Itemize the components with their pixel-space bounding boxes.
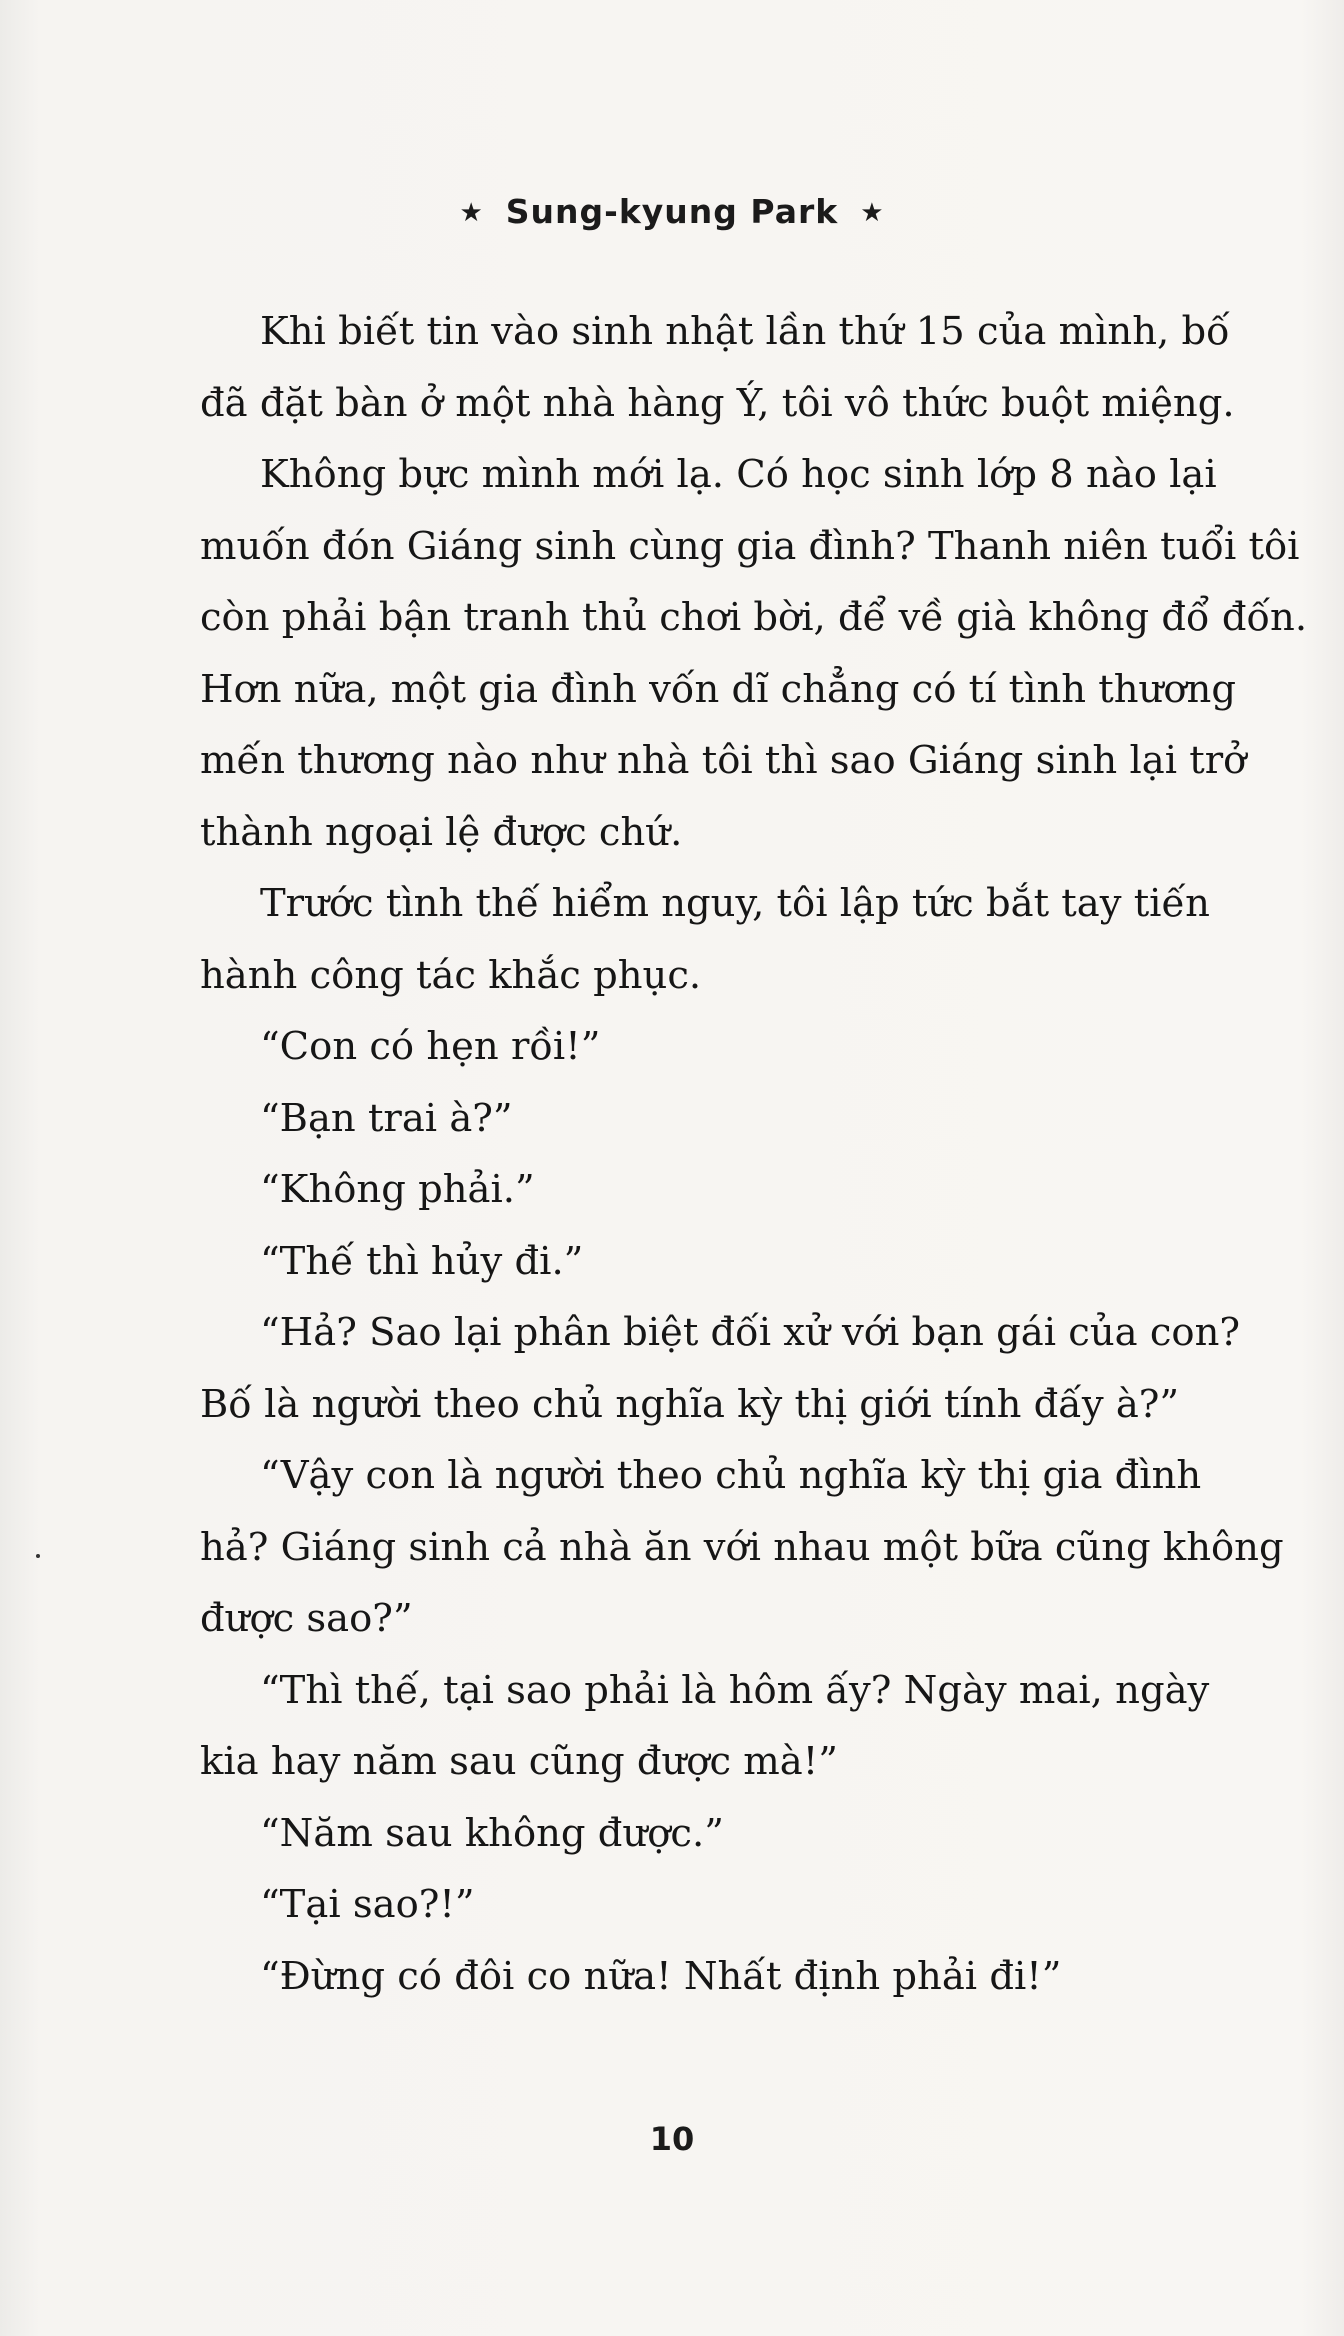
ink-speck xyxy=(36,1554,40,1558)
text-line: thành ngoại lệ được chứ. xyxy=(200,809,683,855)
page-number: 10 xyxy=(649,2120,695,2158)
author-name: Sung-kyung Park xyxy=(505,192,839,231)
dialogue-line: hả? Giáng sinh cả nhà ăn với nhau một bữa cũng không xyxy=(200,1524,1284,1570)
running-header xyxy=(0,192,1344,231)
dialogue-line: “Năm sau không được.” xyxy=(260,1810,724,1856)
text-line: Hơn nữa, một gia đình vốn dĩ chẳng có tí tình thương xyxy=(200,666,1236,712)
dialogue-line: “Thế thì hủy đi.” xyxy=(260,1238,584,1284)
text-line: Trước tình thế hiểm nguy, tôi lập tức bắt tay tiến xyxy=(260,881,1210,926)
text-line: còn phải bận tranh thủ chơi bời, để về già không đổ đốn. xyxy=(200,595,1308,640)
text-line: mến thương nào như nhà tôi thì sao Giáng sinh lại trở xyxy=(200,738,1247,783)
dialogue-line: “Tại sao?!” xyxy=(260,1882,475,1927)
dialogue-line: “Vậy con là người theo chủ nghĩa kỳ thị gia đình xyxy=(260,1453,1202,1498)
dialogue-line: “Con có hẹn rồi!” xyxy=(260,1024,601,1069)
text-line: đã đặt bàn ở một nhà hàng Ý, tôi vô thức buột miệng. xyxy=(200,380,1235,426)
text-line: Khi biết tin vào sinh nhật lần thứ 15 của mình, bố xyxy=(260,309,1230,354)
text-line: Không bực mình mới lạ. Có học sinh lớp 8 nào lại xyxy=(260,452,1217,497)
dialogue-line: “Hả? Sao lại phân biệt đối xử với bạn gái của con? xyxy=(260,1310,1241,1355)
dialogue-line: được sao?” xyxy=(200,1596,413,1641)
dialogue-line: “Bạn trai à?” xyxy=(260,1095,513,1141)
page-body xyxy=(200,296,1308,2012)
dialogue-line: kia hay năm sau cũng được mà!” xyxy=(200,1739,838,1784)
star-icon-right: ★ xyxy=(860,198,885,228)
dialogue-line: “Đừng có đôi co nữa! Nhất định phải đi!” xyxy=(260,1953,1062,1999)
dialogue-line: Bố là người theo chủ nghĩa kỳ thị giới tính đấy à?” xyxy=(200,1381,1180,1427)
dialogue-line: “Thì thế, tại sao phải là hôm ấy? Ngày mai, ngày xyxy=(260,1667,1210,1713)
text-line: muốn đón Giáng sinh cùng gia đình? Thanh niên tuổi tôi xyxy=(200,523,1300,569)
dialogue-line: “Không phải.” xyxy=(260,1167,535,1212)
text-line: hành công tác khắc phục. xyxy=(200,952,702,998)
star-icon-left: ★ xyxy=(459,198,484,228)
